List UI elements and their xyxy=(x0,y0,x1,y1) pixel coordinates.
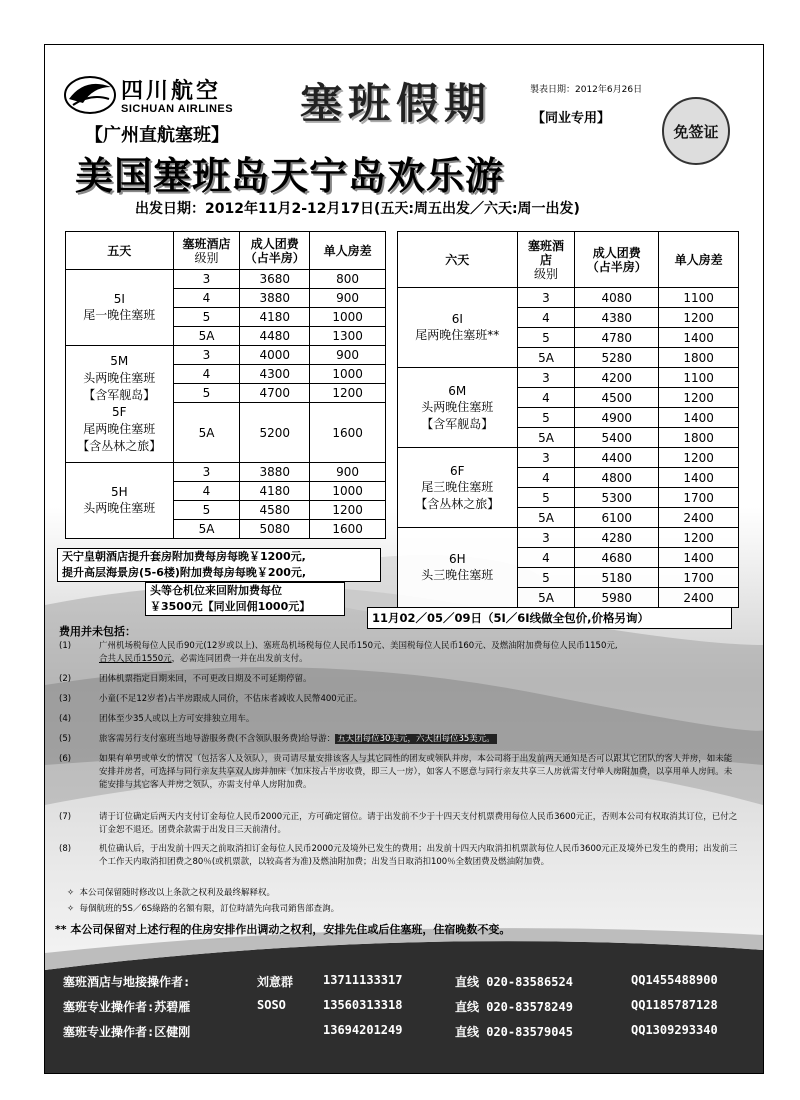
hotel-level: 5A xyxy=(517,428,575,448)
fee-text: 如果有单男或单女的情况（包括客人及领队），贵司请尽量安排该客人与其它同性的团友或领队并房，本公司将于出发前两天通知是否可以跟其它团队的客人并房，如未能安排并房者，可选择与同行亲友共享双人房并加床（加床按占半房收费，即三人一房），如客人不愿意与同行亲友共享三人房就需支付单人房附加费，以享用单人房间。未能安排与其它客人并房之领队，亦需支付单人房附加费。 xyxy=(99,754,733,790)
fee-num: (3) xyxy=(59,694,72,704)
adult-fare: 4700 xyxy=(240,384,310,403)
fee-text: 团体机票指定日期来回，不可更改日期及不可延期停留。 xyxy=(99,674,312,684)
package-line: 【含丛林之旅】 xyxy=(415,496,500,511)
single-supplement: 1600 xyxy=(310,403,386,463)
fee-num: (6) xyxy=(59,754,72,764)
single-supplement: 1000 xyxy=(310,365,386,384)
col-hotel xyxy=(173,232,240,270)
hotel-level: 4 xyxy=(173,482,240,501)
adult-fare: 6100 xyxy=(575,508,659,528)
contact-mobile: 13694201249 xyxy=(323,1023,403,1037)
adult-fare: 5980 xyxy=(575,588,659,608)
single-supplement: 1000 xyxy=(310,482,386,501)
fee-item-3 xyxy=(59,693,749,706)
fee-text xyxy=(99,733,739,746)
fees-heading: 费用并未包括： xyxy=(59,625,136,638)
single-supplement: 1300 xyxy=(310,327,386,346)
package-6i xyxy=(398,288,518,368)
hotel-level: 3 xyxy=(517,448,575,468)
col-adult-fare xyxy=(575,232,659,288)
adult-fare: 4780 xyxy=(575,328,659,348)
package-line: 头两晚住塞班 xyxy=(421,399,494,414)
package-line: 5H xyxy=(110,485,128,499)
fee-total: 合共人民币1550元 xyxy=(99,654,172,664)
package-line: 头两晚住塞班 xyxy=(83,371,156,385)
table-row xyxy=(398,288,739,308)
diamond-icon: ✧ xyxy=(67,904,75,914)
adult-fare: 4380 xyxy=(575,308,659,328)
fee-text-body: 广州机场税每位人民币90元(12岁或以上)、塞班岛机场税每位人民币150元、美国税每位人民币160元、及燃油附加费每位人民币1150元, xyxy=(99,641,618,651)
sichuan-airlines-logo-icon xyxy=(63,73,117,117)
contact-direct-line: 直线 020-83586524 xyxy=(455,975,573,989)
col-trip: 六天 xyxy=(398,232,518,288)
visa-free-stamp xyxy=(662,97,730,165)
flyer xyxy=(44,44,764,1074)
package-line: 头两晚住塞班 xyxy=(83,501,156,515)
airline-name-cn: 四川航空 xyxy=(121,78,222,104)
suite-upgrade-note xyxy=(57,548,381,582)
table-row xyxy=(66,463,386,482)
fee-item-7 xyxy=(59,811,749,837)
package-6m xyxy=(398,368,518,448)
single-supplement: 1700 xyxy=(659,488,739,508)
fee-num: (2) xyxy=(59,674,72,684)
single-supplement: 1200 xyxy=(310,501,386,520)
hotel-level: 3 xyxy=(173,346,240,365)
fee-text: 团体至少35人或以上方可安排独立用车。 xyxy=(99,714,255,724)
single-supplement: 1800 xyxy=(659,428,739,448)
single-supplement: 1200 xyxy=(659,308,739,328)
diamond-icon: ✧ xyxy=(67,888,75,898)
package-line: 尾两晚住塞班 xyxy=(83,422,156,436)
fee-num: (1) xyxy=(59,641,72,651)
contact-role: 塞班专业操作者:区健刚 xyxy=(63,1025,191,1039)
package-line: 6I xyxy=(451,312,463,326)
single-supplement: 900 xyxy=(310,346,386,365)
hotel-level: 5 xyxy=(517,408,575,428)
table-header-row xyxy=(66,232,386,270)
package-line: 【含军舰岛】 xyxy=(83,388,156,402)
adult-fare: 4500 xyxy=(575,388,659,408)
fee-item-4 xyxy=(59,713,749,726)
table-row xyxy=(66,270,386,289)
fee-num: (5) xyxy=(59,734,72,744)
terms-note xyxy=(67,887,727,900)
quota-note xyxy=(67,903,727,916)
hotel-level: 3 xyxy=(517,368,575,388)
main-title: 美国塞班岛天宁岛欢乐游 xyxy=(75,153,505,198)
hotel-level: 4 xyxy=(517,308,575,328)
trade-only-label: 【同业专用】 xyxy=(532,111,611,126)
adult-fare: 4280 xyxy=(575,528,659,548)
hotel-level: 5 xyxy=(517,568,575,588)
hotel-level: 5 xyxy=(517,488,575,508)
package-5h xyxy=(66,463,174,539)
col-adult-fare xyxy=(240,232,310,270)
package-line: 尾两晚住塞班** xyxy=(415,328,500,342)
adult-fare: 3880 xyxy=(240,289,310,308)
single-supplement: 800 xyxy=(310,270,386,289)
fee-text-tail: ，必需连同团费一并在出发前支付。 xyxy=(171,654,308,664)
single-supplement: 1700 xyxy=(659,568,739,588)
hotel-level: 5A xyxy=(517,508,575,528)
fee-text-body: 旅客需另行支付塞班当地导游服务费(不含领队服务费)给导游： xyxy=(99,734,336,744)
table-row xyxy=(66,346,386,365)
adult-fare: 4800 xyxy=(575,468,659,488)
adult-fare: 4400 xyxy=(575,448,659,468)
six-day-price-table xyxy=(397,231,739,608)
hotel-level: 5A xyxy=(173,520,240,539)
col-hotel xyxy=(517,232,575,288)
single-supplement: 1400 xyxy=(659,408,739,428)
single-supplement: 1100 xyxy=(659,368,739,388)
hotel-level: 4 xyxy=(517,468,575,488)
adult-fare: 4300 xyxy=(240,365,310,384)
package-line: 6M xyxy=(448,383,467,398)
hotel-level: 5A xyxy=(173,403,240,463)
col-hotel-line1: 塞班酒 xyxy=(527,238,564,253)
package-line: 【含丛林之旅】 xyxy=(77,439,162,453)
adult-fare: 4480 xyxy=(240,327,310,346)
package-5i xyxy=(66,270,174,346)
airline-name-en: SICHUAN AIRLINES xyxy=(121,103,234,115)
contact-qq: QQ1455488900 xyxy=(631,973,718,987)
package-line: 6F xyxy=(450,463,465,478)
departure-dates: 出发日期：2012年11月2-12月17日(五天:周五出发／六天:周一出发) xyxy=(135,201,580,217)
hotel-level: 3 xyxy=(517,288,575,308)
hotel-level: 5A xyxy=(517,348,575,368)
col-hotel-line2: 级别 xyxy=(194,250,219,265)
contact-mobile: 13560313318 xyxy=(323,998,403,1012)
seaview-upgrade-line: 提升高层海景房(5-6楼)附加费每房每晚￥200元, xyxy=(62,566,307,579)
single-supplement: 1000 xyxy=(310,308,386,327)
suite-upgrade-line: 天宁皇朝酒店提升套房附加费每房每晚￥1200元, xyxy=(62,550,306,563)
guide-fee-highlight: 五天团每位30美元，六天团每位35美元。 xyxy=(337,734,495,744)
fee-item-5 xyxy=(59,733,749,747)
contact-mobile: 13711133317 xyxy=(323,973,403,987)
fee-item-2 xyxy=(59,673,749,686)
hotel-level: 5A xyxy=(517,588,575,608)
adult-fare: 5180 xyxy=(575,568,659,588)
hotel-level: 3 xyxy=(173,270,240,289)
quota-text: 每個航班的5S／6S綠路的名額有限，訂位時請先向我司銷售部查詢。 xyxy=(79,904,340,914)
contact-direct-line: 直线 020-83578249 xyxy=(455,1000,573,1014)
adult-fare: 5280 xyxy=(575,348,659,368)
single-supplement: 1600 xyxy=(310,520,386,539)
first-class-line: 头等仓机位来回附加费每位 xyxy=(150,584,282,597)
package-line: 5I xyxy=(113,292,125,306)
single-supplement: 1400 xyxy=(659,468,739,488)
table-header-row xyxy=(398,232,739,288)
hotel-level: 5 xyxy=(517,328,575,348)
contact-role: 塞班专业操作者:苏碧雁 xyxy=(63,1000,191,1014)
saipan-holiday-title: 塞班假期 xyxy=(300,79,493,128)
adult-fare: 5080 xyxy=(240,520,310,539)
hotel-level: 4 xyxy=(173,365,240,384)
contact-direct-line: 直线 020-83579045 xyxy=(455,1025,573,1039)
hotel-level: 4 xyxy=(173,289,240,308)
adult-fare: 4180 xyxy=(240,308,310,327)
package-line: 5F xyxy=(112,405,127,419)
col-fare-line1: 成人团费 xyxy=(592,245,641,260)
hotel-level: 3 xyxy=(173,463,240,482)
hotel-level: 5 xyxy=(173,308,240,327)
hotel-level: 5 xyxy=(173,501,240,520)
single-supplement: 1200 xyxy=(659,528,739,548)
adult-fare: 4180 xyxy=(240,482,310,501)
single-supplement: 1400 xyxy=(659,328,739,348)
single-supplement: 1100 xyxy=(659,288,739,308)
col-hotel-line3: 级别 xyxy=(533,266,558,281)
package-line: 尾一晚住塞班 xyxy=(83,308,156,322)
fee-item-6 xyxy=(59,753,749,805)
single-supplement: 1200 xyxy=(659,388,739,408)
fee-num: (8) xyxy=(59,844,72,854)
package-line: 【含军舰岛】 xyxy=(421,416,494,431)
single-supplement: 1200 xyxy=(659,448,739,468)
contact-qq: QQ1309293340 xyxy=(631,1023,718,1037)
hotel-level: 4 xyxy=(517,548,575,568)
adult-fare: 5400 xyxy=(575,428,659,448)
package-6h xyxy=(398,528,518,608)
fee-text: 机位确认后，于出发前十四天之前取消扣订金每位人民币2000元及境外已发生的费用；出发前十四天内取消扣机票款每位人民币3600元正及境外已发生的费用；出发前三个工作天内取消扣团费之80％(或机票款，以较高者为准)及燃油附加费；出发当日取消扣100％全数团费及燃油附加费。 xyxy=(99,844,738,867)
package-6f xyxy=(398,448,518,528)
fee-text: 请于订位确定后两天内支付订金每位人民币2000元正，方可确定留位。请于出发前不少于十四天支付机票费用每位人民币3600元正，否则本公司有权取消其订位，已付之订金恕不退还。团费余款需于出发日三天前清付。 xyxy=(99,812,738,835)
single-supplement: 1200 xyxy=(310,384,386,403)
single-supplement: 2400 xyxy=(659,588,739,608)
col-fare-line2: （占半房） xyxy=(244,250,305,265)
hotel-level: 4 xyxy=(517,388,575,408)
col-trip: 五天 xyxy=(66,232,174,270)
adult-fare: 4900 xyxy=(575,408,659,428)
table-row xyxy=(398,368,739,388)
package-5m-5f xyxy=(66,346,174,463)
adult-fare: 3880 xyxy=(240,463,310,482)
fee-text xyxy=(99,640,739,666)
package-line: 头三晚住塞班 xyxy=(421,568,494,582)
visa-free-label: 免签证 xyxy=(673,122,719,141)
adult-fare: 4580 xyxy=(240,501,310,520)
package-line: 5M xyxy=(110,354,129,368)
contact-role: 塞班酒店与地接操作者: xyxy=(63,975,191,989)
fee-text: 小童(不足12岁者)占半房跟成人同价，不估床者减收人民幣400元正。 xyxy=(99,694,363,704)
package-line: 尾三晚住塞班 xyxy=(421,479,494,494)
col-fare-line2: （占半房） xyxy=(586,259,647,274)
col-hotel-line1: 塞班酒店 xyxy=(182,236,231,251)
fee-num: (7) xyxy=(59,812,72,822)
adult-fare: 3680 xyxy=(240,270,310,289)
col-hotel-line2: 店 xyxy=(539,252,552,267)
fee-num: (4) xyxy=(59,714,72,724)
adult-fare: 4000 xyxy=(240,346,310,365)
made-date: 製表日期：2012年6月26日 xyxy=(530,85,643,95)
contact-name: 刘意群 xyxy=(257,975,294,989)
fee-item-1 xyxy=(59,640,749,666)
single-supplement: 900 xyxy=(310,463,386,482)
adult-fare: 4200 xyxy=(575,368,659,388)
promo-dates-note: 11月02／05／09日（5I／6I线做全包价,价格另询） xyxy=(367,607,732,629)
col-fare-line1: 成人团费 xyxy=(250,236,299,251)
single-supplement: 2400 xyxy=(659,508,739,528)
adult-fare: 4080 xyxy=(575,288,659,308)
adult-fare: 5200 xyxy=(240,403,310,463)
first-class-note xyxy=(145,582,345,616)
single-supplement: 900 xyxy=(310,289,386,308)
contact-qq: QQ1185787128 xyxy=(631,998,718,1012)
adult-fare: 5300 xyxy=(575,488,659,508)
terms-text: 本公司保留随时修改以上条款之权利及最终解释权。 xyxy=(79,888,276,898)
adult-fare: 4680 xyxy=(575,548,659,568)
final-note: ** 本公司保留对上述行程的住房安排作出调动之权利，安排先住或后住塞班，住宿晚数不变。 xyxy=(55,923,511,936)
col-single-supplement: 单人房差 xyxy=(659,232,739,288)
single-supplement: 1800 xyxy=(659,348,739,368)
hotel-level: 3 xyxy=(517,528,575,548)
first-class-price: ￥3500元【同业回佣1000元】 xyxy=(150,600,311,613)
five-day-price-table xyxy=(65,231,386,539)
table-row xyxy=(398,528,739,548)
hotel-level: 5A xyxy=(173,327,240,346)
single-supplement: 1400 xyxy=(659,548,739,568)
contact-name: SOSO xyxy=(257,998,286,1012)
route-label: 【广州直航塞班】 xyxy=(85,125,229,146)
hotel-level: 5 xyxy=(173,384,240,403)
fee-item-8 xyxy=(59,843,749,883)
col-single-supplement: 单人房差 xyxy=(310,232,386,270)
package-line: 6H xyxy=(448,552,466,566)
table-row xyxy=(398,448,739,468)
